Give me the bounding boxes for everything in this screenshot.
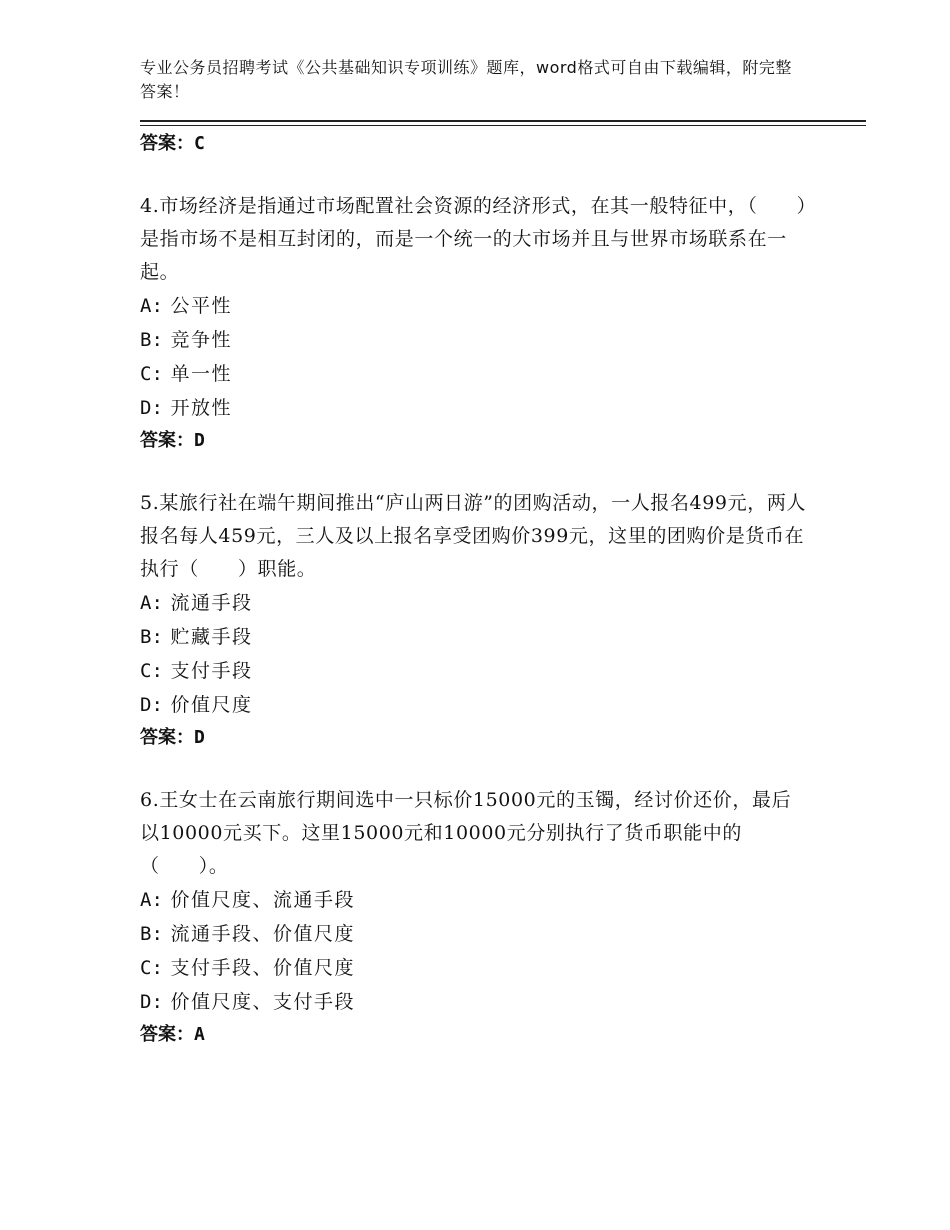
page-header: 专业公务员招聘考试《公共基础知识专项训练》题库，word格式可自由下载编辑，附完整答案！ <box>140 58 792 101</box>
option-letter: A: <box>140 592 163 614</box>
option-text: 价值尺度、流通手段 <box>170 889 355 911</box>
option-text: 贮藏手段 <box>170 626 253 648</box>
option-b <box>140 323 830 357</box>
header-rule-thin <box>140 125 866 126</box>
option-text: 流通手段 <box>170 592 253 614</box>
option-a <box>140 586 830 620</box>
answer-key: C <box>194 133 205 154</box>
question-text: 5.某旅行社在端午期间推出“庐山两日游”的团购活动，一人报名499元，两人报名每人459元，三人及以上报名享受团购价399元，这里的团购价是货币在执行（ ）职能。 <box>140 492 807 580</box>
option-letter: A: <box>140 295 163 317</box>
option-c <box>140 951 830 985</box>
option-b <box>140 620 830 654</box>
question-text: 4.市场经济是指通过市场配置社会资源的经济形式，在其一般特征中，（ ）是指市场不是相互封闭的，而是一个统一的大市场并且与世界市场联系在一起。 <box>140 195 807 283</box>
question-list <box>140 128 830 1051</box>
option-text: 支付手段、价值尺度 <box>170 957 355 979</box>
option-text: 价值尺度、支付手段 <box>170 991 355 1013</box>
option-letter: B: <box>140 626 163 648</box>
answer-key: D <box>194 727 205 748</box>
answer-line <box>140 1019 830 1051</box>
question-item <box>140 784 830 1051</box>
option-text: 竞争性 <box>170 329 232 351</box>
answer-label: 答案： <box>140 133 194 154</box>
option-letter: C: <box>140 660 163 682</box>
answer-line <box>140 722 830 754</box>
option-text: 开放性 <box>170 397 232 419</box>
question-item <box>140 190 830 457</box>
option-b <box>140 917 830 951</box>
option-letter: B: <box>140 923 163 945</box>
answer-label: 答案： <box>140 1024 194 1045</box>
option-letter: B: <box>140 329 163 351</box>
answer-key: A <box>194 1024 205 1045</box>
option-d <box>140 985 830 1019</box>
answer-label: 答案： <box>140 430 194 451</box>
option-letter: D: <box>140 991 163 1013</box>
option-d <box>140 391 830 425</box>
option-letter: D: <box>140 694 163 716</box>
option-c <box>140 357 830 391</box>
option-text: 价值尺度 <box>170 694 253 716</box>
question-item <box>140 487 830 754</box>
option-letter: C: <box>140 957 163 979</box>
option-letter: D: <box>140 397 163 419</box>
answer-line <box>140 128 830 160</box>
answer-label: 答案： <box>140 727 194 748</box>
option-text: 支付手段 <box>170 660 253 682</box>
answer-line <box>140 425 830 457</box>
option-text: 单一性 <box>170 363 232 385</box>
option-c <box>140 654 830 688</box>
answer-key: D <box>194 430 205 451</box>
option-text: 流通手段、价值尺度 <box>170 923 355 945</box>
option-letter: A: <box>140 889 163 911</box>
option-a <box>140 883 830 917</box>
question-text: 6.王女士在云南旅行期间选中一只标价15000元的玉镯，经讨价还价，最后以10000元买下。这里15000元和10000元分别执行了货币职能中的（ ）。 <box>140 789 792 877</box>
option-text: 公平性 <box>170 295 232 317</box>
header-rule-thick <box>140 120 866 122</box>
option-letter: C: <box>140 363 163 385</box>
option-d <box>140 688 830 722</box>
option-a <box>140 289 830 323</box>
